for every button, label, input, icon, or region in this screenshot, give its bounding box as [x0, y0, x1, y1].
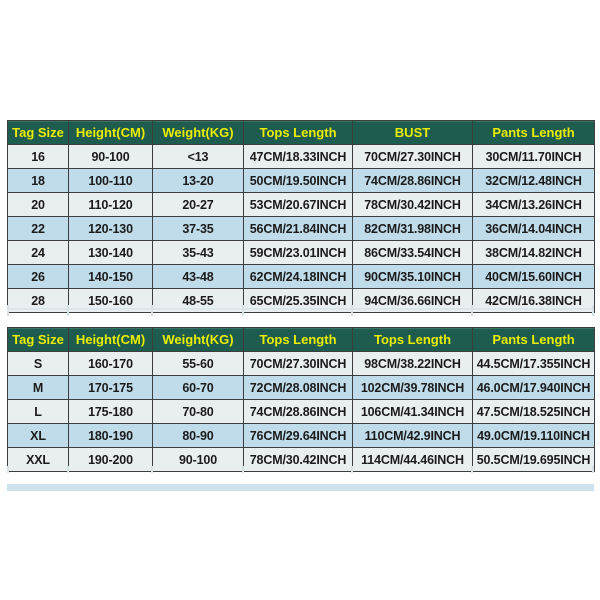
table-cell: 53CM/20.67INCH	[244, 193, 353, 217]
adult-table-body	[8, 352, 595, 472]
table-cell: 72CM/28.08INCH	[244, 376, 353, 400]
table-cell: S	[8, 352, 69, 376]
table-cell: 140-150	[69, 265, 153, 289]
kids-table-header-row	[8, 121, 595, 145]
col-header-tops-length: Tops Length	[244, 121, 353, 145]
table-cell: 74CM/28.86INCH	[353, 169, 473, 193]
table-row	[8, 145, 595, 169]
table-cell: 44.5CM/17.355INCH	[473, 352, 595, 376]
table-cell: 50CM/19.50INCH	[244, 169, 353, 193]
table-row	[8, 352, 595, 376]
table-row	[8, 241, 595, 265]
table-cell: 50.5CM/19.695INCH	[473, 448, 595, 472]
table-cell: 110-120	[69, 193, 153, 217]
table-row	[8, 400, 595, 424]
table-cell: 150-160	[69, 289, 153, 313]
table-cell: 190-200	[69, 448, 153, 472]
table-cell: 74CM/28.86INCH	[244, 400, 353, 424]
table-cell: 55-60	[153, 352, 244, 376]
cropped-row-fragment	[7, 484, 594, 491]
table-cell: 37-35	[153, 217, 244, 241]
table-cell: 18	[8, 169, 69, 193]
table-cell: 110CM/42.9INCH	[353, 424, 473, 448]
table-cell: 56CM/21.84INCH	[244, 217, 353, 241]
table-cell: 94CM/36.66INCH	[353, 289, 473, 313]
table-row	[8, 424, 595, 448]
col-header-tops-length-2: Tops Length	[353, 328, 473, 352]
table-row	[8, 448, 595, 472]
table-cell: 47CM/18.33INCH	[244, 145, 353, 169]
table-cell: 13-20	[153, 169, 244, 193]
col-header-tops-length: Tops Length	[244, 328, 353, 352]
table-cell: 40CM/15.60INCH	[473, 265, 595, 289]
table-cell: 28	[8, 289, 69, 313]
table-cell: 34CM/13.26INCH	[473, 193, 595, 217]
table-cell: 82CM/31.98INCH	[353, 217, 473, 241]
col-header-height-cm: Height(CM)	[69, 328, 153, 352]
adult-table-header-row	[8, 328, 595, 352]
table-cell: 90CM/35.10INCH	[353, 265, 473, 289]
table-cell: XL	[8, 424, 69, 448]
table-cell: 59CM/23.01INCH	[244, 241, 353, 265]
table-row	[8, 376, 595, 400]
table-cell: 46.0CM/17.940INCH	[473, 376, 595, 400]
table-cell: 90-100	[153, 448, 244, 472]
col-header-weight-kg: Weight(KG)	[153, 121, 244, 145]
table-cell: 62CM/24.18INCH	[244, 265, 353, 289]
table-cell: 180-190	[69, 424, 153, 448]
table-cell: 102CM/39.78INCH	[353, 376, 473, 400]
kids-table-body	[8, 145, 595, 313]
table-row	[8, 217, 595, 241]
table-cell: 43-48	[153, 265, 244, 289]
col-header-pants-length: Pants Length	[473, 121, 595, 145]
col-header-height-cm: Height(CM)	[69, 121, 153, 145]
table-cell: 70CM/27.30INCH	[353, 145, 473, 169]
table-cell: 106CM/41.34INCH	[353, 400, 473, 424]
table-cell: 36CM/14.04INCH	[473, 217, 595, 241]
table-cell: 60-70	[153, 376, 244, 400]
table-cell: 47.5CM/18.525INCH	[473, 400, 595, 424]
table-cell: M	[8, 376, 69, 400]
table-cell: 76CM/29.64INCH	[244, 424, 353, 448]
table-cell: 35-43	[153, 241, 244, 265]
table-cell: 49.0CM/19.110INCH	[473, 424, 595, 448]
table-cell: 42CM/16.38INCH	[473, 289, 595, 313]
table-cell: 22	[8, 217, 69, 241]
table-cell: 32CM/12.48INCH	[473, 169, 595, 193]
table-row	[8, 265, 595, 289]
table-cell: 86CM/33.54INCH	[353, 241, 473, 265]
col-header-pants-length: Pants Length	[473, 328, 595, 352]
table-cell: 65CM/25.35INCH	[244, 289, 353, 313]
table-cell: 120-130	[69, 217, 153, 241]
col-header-tag-size: Tag Size	[8, 328, 69, 352]
table-cell: 24	[8, 241, 69, 265]
adult-size-table	[7, 327, 595, 472]
table-cell: 78CM/30.42INCH	[353, 193, 473, 217]
table-cell: 20-27	[153, 193, 244, 217]
table-cell: 98CM/38.22INCH	[353, 352, 473, 376]
table-cell: 48-55	[153, 289, 244, 313]
table-cell: 114CM/44.46INCH	[353, 448, 473, 472]
table-cell: 70CM/27.30INCH	[244, 352, 353, 376]
table-cell: 160-170	[69, 352, 153, 376]
table-cell: 170-175	[69, 376, 153, 400]
table-cell: 16	[8, 145, 69, 169]
table-cell: 70-80	[153, 400, 244, 424]
table-cell: 38CM/14.82INCH	[473, 241, 595, 265]
table-cell: 130-140	[69, 241, 153, 265]
table-cell: 100-110	[69, 169, 153, 193]
table-cell: 30CM/11.70INCH	[473, 145, 595, 169]
table-cell: <13	[153, 145, 244, 169]
table-cell: 175-180	[69, 400, 153, 424]
col-header-bust: BUST	[353, 121, 473, 145]
kids-size-table	[7, 120, 595, 313]
col-header-weight-kg: Weight(KG)	[153, 328, 244, 352]
kids-table-bottom-shadow	[7, 308, 594, 310]
table-cell: L	[8, 400, 69, 424]
table-cell: 90-100	[69, 145, 153, 169]
table-row	[8, 193, 595, 217]
table-cell: 20	[8, 193, 69, 217]
table-cell: 78CM/30.42INCH	[244, 448, 353, 472]
table-cell: 80-90	[153, 424, 244, 448]
table-cell: 26	[8, 265, 69, 289]
col-header-tag-size: Tag Size	[8, 121, 69, 145]
table-row	[8, 169, 595, 193]
table-cell: XXL	[8, 448, 69, 472]
